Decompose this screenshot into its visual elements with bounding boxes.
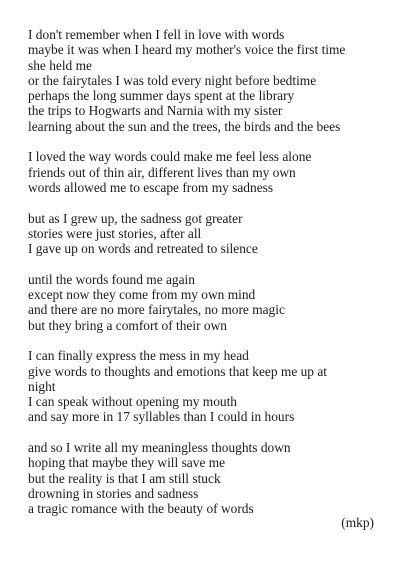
poem-line: and so I write all my meaningless thoughts down <box>28 440 291 456</box>
poem-line: and there are no more fairytales, no more magic <box>28 302 285 318</box>
poem-line: friends out of thin air, different lives than my own <box>28 164 296 180</box>
poem-line: and say more in 17 syllables than I could in hours <box>28 409 295 425</box>
poem-line: but as I grew up, the sadness got greater <box>28 210 243 226</box>
poem-line: perhaps the long summer days spent at the library <box>28 88 295 104</box>
poem-line: learning about the sun and the trees, the birds and the bees <box>28 118 341 134</box>
poem-line: but the reality is that I am still stuck <box>28 470 221 486</box>
stanza-5 <box>28 348 388 424</box>
poem-line: drowning in stories and sadness <box>28 485 199 501</box>
poem-line: I gave up on words and retreated to silence <box>28 241 258 257</box>
stanza-6 <box>28 440 388 516</box>
stanza-1 <box>28 27 388 134</box>
poem-line: or the fairytales I was told every night before bedtime <box>28 72 317 88</box>
poem-line: but they bring a comfort of their own <box>28 317 227 333</box>
poem-line: maybe it was when I heard my mother's voice the first time <box>28 42 346 58</box>
stanza-3 <box>28 211 388 257</box>
poem-line: words allowed me to escape from my sadness <box>28 179 274 195</box>
poem-line: I can finally express the mess in my head <box>28 348 249 364</box>
author-signature: (mkp) <box>341 515 374 530</box>
poem-body <box>28 27 388 532</box>
stanza-4 <box>28 272 388 333</box>
poem-line: a tragic romance with the beauty of words <box>28 501 254 517</box>
poem-line: I don't remember when I fell in love with words <box>28 27 285 42</box>
poem-line: except now they come from my own mind <box>28 287 256 303</box>
poem-line: give words to thoughts and emotions that keep me up at <box>28 363 328 379</box>
poem-line: I loved the way words could make me feel less alone <box>28 149 312 165</box>
poem-line: I can speak without opening my mouth <box>28 394 238 410</box>
poem-line: hoping that maybe they will save me <box>28 455 226 471</box>
poem-line: stories were just stories, after all <box>28 225 202 241</box>
poem-line: she held me <box>28 57 92 73</box>
stanza-2 <box>28 149 388 195</box>
poem-line: the trips to Hogwarts and Narnia with my sister <box>28 103 283 119</box>
poem-line: night <box>28 378 56 394</box>
poem-line: until the words found me again <box>28 271 195 287</box>
